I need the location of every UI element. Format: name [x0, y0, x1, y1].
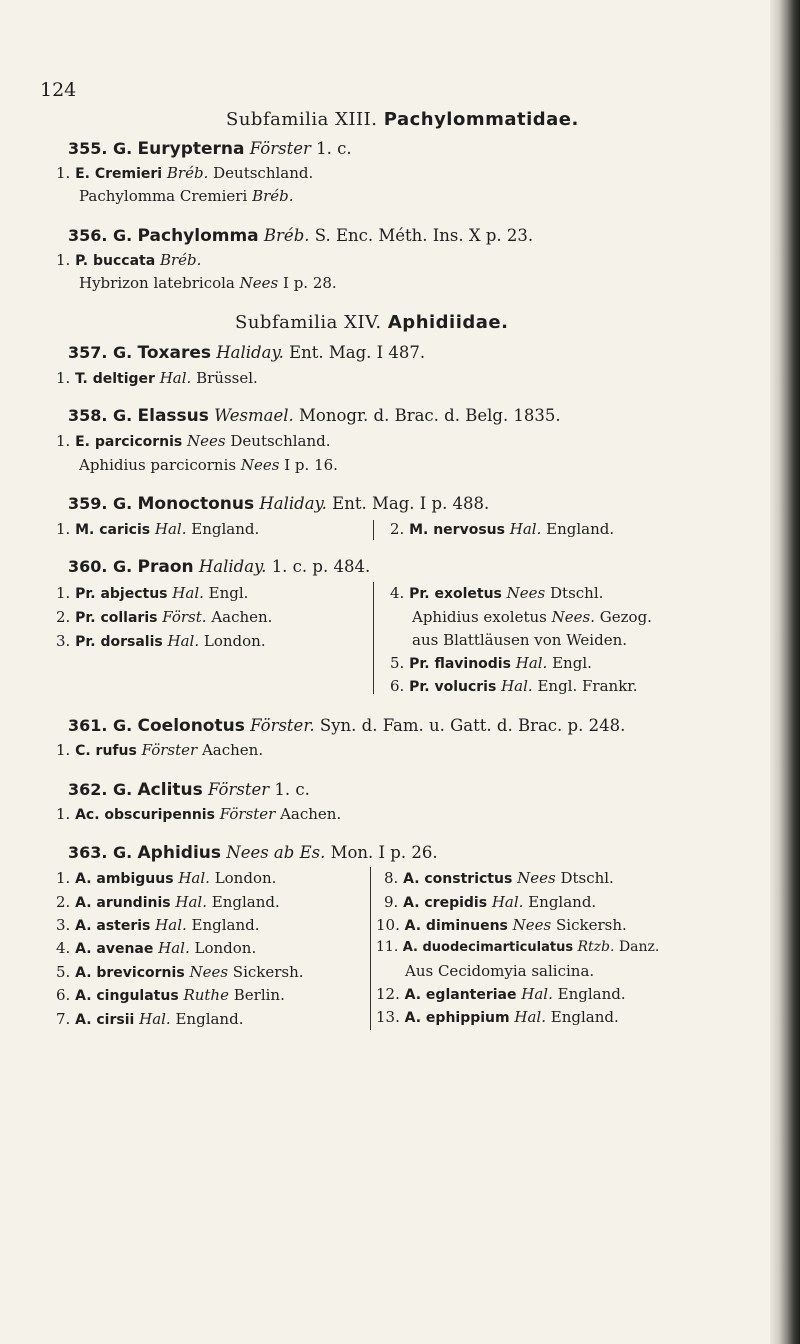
- genus-name: Toxares: [137, 343, 212, 363]
- genus-number: 360. G.: [68, 557, 133, 576]
- species-index: 1.: [56, 520, 71, 538]
- species-author: Rtzb.: [577, 939, 615, 955]
- species-index: 11.: [376, 939, 399, 955]
- species-locality: Sickersh.: [232, 963, 304, 981]
- species-entry: [56, 1010, 243, 1028]
- species-name: C. rufus: [75, 743, 137, 759]
- genus-reference: Ent. Mag. I 487.: [289, 343, 426, 362]
- synonym-author: Nees: [239, 274, 279, 292]
- genus-361: [68, 716, 625, 736]
- species-locality: Deutschland.: [213, 164, 314, 182]
- column-divider: [373, 582, 374, 694]
- species-locality: Engl.: [208, 584, 249, 602]
- species-index: 5.: [390, 654, 405, 672]
- species-name: A. ephippium: [404, 1010, 510, 1026]
- species-index: 6.: [56, 986, 71, 1004]
- genus-number: 355. G.: [68, 139, 133, 158]
- species-entry: [56, 432, 331, 450]
- column-divider: [370, 867, 371, 1030]
- species-locality: Danz.: [618, 939, 660, 955]
- genus-author: Haliday.: [259, 494, 327, 513]
- species-author: Hal.: [172, 584, 204, 602]
- species-name: A. duodecimarticulatus: [402, 940, 574, 955]
- species-locality: Brüssel.: [196, 369, 258, 387]
- genus-358: [68, 406, 561, 426]
- species-name: A. avenae: [75, 941, 154, 957]
- species-entry: [56, 893, 280, 911]
- species-name: A. arundinis: [75, 895, 171, 911]
- genus-362: [68, 780, 310, 800]
- synonym-line: [412, 631, 627, 649]
- species-index: 5.: [56, 963, 71, 981]
- species-locality: England.: [528, 893, 597, 911]
- species-name: A. brevicornis: [75, 965, 185, 981]
- species-locality: England.: [557, 985, 626, 1003]
- species-author: Hal.: [509, 520, 542, 538]
- species-locality: Aachen.: [201, 741, 264, 759]
- species-index: 1.: [56, 164, 71, 182]
- species-entry: [390, 584, 603, 602]
- species-name: A. cirsii: [75, 1012, 135, 1028]
- species-entry: [56, 916, 260, 934]
- species-locality: Aachen.: [280, 805, 342, 823]
- synonym-author: Nees.: [551, 608, 595, 626]
- species-entry: [56, 632, 266, 650]
- species-author: Först.: [162, 608, 207, 626]
- genus-number: 357. G.: [68, 343, 133, 362]
- genus-357: [68, 343, 425, 363]
- species-entry: [56, 369, 258, 387]
- species-entry: [56, 584, 248, 602]
- subfamily-heading-xiii: [226, 109, 579, 130]
- genus-number: 359. G.: [68, 494, 133, 513]
- species-name: Pr. volucris: [409, 679, 497, 695]
- species-name: T. deltiger: [75, 371, 155, 387]
- species-author: Hal.: [139, 1010, 171, 1028]
- species-index: 1.: [56, 741, 71, 759]
- synonym-line: [405, 962, 594, 980]
- species-entry: [56, 741, 263, 759]
- genus-reference: Syn. d. Fam. u. Gatt. d. Brac. p. 248.: [319, 716, 626, 735]
- genus-author: Förster.: [250, 716, 315, 735]
- synonym-reference: I p. 16.: [284, 456, 338, 474]
- genus-name: Elassus: [137, 406, 209, 426]
- species-author: Nees: [187, 432, 226, 450]
- species-index: 1.: [56, 584, 71, 602]
- species-name: A. asteris: [75, 918, 151, 934]
- genus-reference: Ent. Mag. I p. 488.: [332, 494, 490, 513]
- genus-363: [68, 843, 438, 863]
- species-locality: Engl. Frankr.: [537, 677, 638, 695]
- species-locality: London.: [194, 939, 257, 957]
- genus-name: Eurypterna: [137, 139, 245, 159]
- species-entry: [56, 963, 304, 981]
- species-index: 1.: [56, 251, 71, 269]
- genus-356: [68, 226, 533, 246]
- genus-author: Förster: [249, 139, 311, 158]
- genus-name: Aclitus: [137, 780, 203, 800]
- species-author: Hal.: [155, 916, 187, 934]
- species-locality: England.: [191, 916, 260, 934]
- synonym-note: aus Blattläusen von Weiden.: [412, 631, 628, 649]
- genus-reference: Monogr. d. Brac. d. Belg. 1835.: [299, 406, 561, 425]
- synonym-line: [79, 187, 294, 205]
- species-name: A. ambiguus: [75, 871, 174, 887]
- synonym-name: Hybrizon latebricola: [79, 274, 235, 292]
- genus-number: 358. G.: [68, 406, 133, 425]
- species-name: P. buccata: [75, 253, 156, 269]
- species-name: A. crepidis: [403, 895, 488, 911]
- genus-number: 363. G.: [68, 843, 133, 862]
- genus-reference: 1. c.: [316, 139, 352, 158]
- species-index: 2.: [390, 520, 405, 538]
- species-entry: [376, 939, 659, 955]
- genus-author: Wesmael.: [214, 406, 294, 425]
- species-index: 9.: [384, 893, 399, 911]
- species-entry: [56, 251, 201, 269]
- species-locality: England.: [211, 893, 280, 911]
- species-entry: [384, 893, 596, 911]
- synonym-name: Pachylomma Cremieri: [79, 187, 248, 205]
- species-index: 2.: [56, 893, 71, 911]
- genus-name: Monoctonus: [137, 494, 255, 514]
- species-author: Hal.: [501, 677, 533, 695]
- genus-reference: 1. c.: [274, 780, 310, 799]
- species-name: E. parcicornis: [75, 434, 183, 450]
- species-entry: [376, 916, 627, 934]
- page-edge-shadow: [770, 0, 800, 1344]
- genus-name: Pachylomma: [137, 226, 259, 246]
- species-entry: [390, 677, 638, 695]
- species-entry: [56, 520, 259, 538]
- genus-360: [68, 557, 370, 577]
- species-index: 3.: [56, 916, 71, 934]
- species-entry: [384, 869, 614, 887]
- species-author: Förster: [141, 741, 198, 759]
- species-index: 6.: [390, 677, 405, 695]
- species-name: A. cingulatus: [75, 988, 179, 1004]
- species-name: Pr. abjectus: [75, 586, 168, 602]
- species-locality: Sickersh.: [556, 916, 627, 934]
- synonym-line: [412, 608, 652, 626]
- species-entry: [56, 869, 276, 887]
- species-locality: Engl.: [552, 654, 592, 672]
- species-author: Förster: [219, 805, 276, 823]
- species-locality: Deutschland.: [230, 432, 331, 450]
- species-index: 8.: [384, 869, 399, 887]
- species-entry: [56, 805, 341, 823]
- species-locality: Aachen.: [211, 608, 273, 626]
- species-locality: Berlin.: [233, 986, 285, 1004]
- species-name: A. diminuens: [404, 918, 508, 934]
- species-author: Nees: [189, 963, 229, 981]
- genus-author: Haliday.: [216, 343, 284, 362]
- species-name: A. constrictus: [403, 871, 513, 887]
- species-locality: England.: [550, 1008, 619, 1026]
- species-locality: Dtschl.: [560, 869, 614, 887]
- species-name: Pr. exoletus: [409, 586, 502, 602]
- synonym-note: Aus Cecidomyia salicina.: [405, 962, 595, 980]
- subfamily-prefix: Subfamilia XIII.: [226, 109, 378, 130]
- species-entry: [390, 654, 592, 672]
- species-locality: England.: [191, 520, 260, 538]
- species-author: Nees: [506, 584, 546, 602]
- genus-reference: S. Enc. Méth. Ins. X p. 23.: [314, 226, 534, 245]
- genus-name: Aphidius: [137, 843, 221, 863]
- species-author: Hal.: [514, 1008, 546, 1026]
- species-locality: London.: [203, 632, 266, 650]
- species-index: 1.: [56, 805, 71, 823]
- species-author: Nees: [517, 869, 556, 887]
- genus-359: [68, 494, 489, 514]
- genus-number: 362. G.: [68, 780, 133, 799]
- species-author: Hal.: [178, 869, 210, 887]
- species-index: 13.: [376, 1008, 400, 1026]
- species-index: 4.: [56, 939, 71, 957]
- species-locality: England.: [175, 1010, 244, 1028]
- species-author: Bréb.: [166, 164, 209, 182]
- subfamily-name: Pachylommatidae.: [383, 109, 579, 130]
- synonym-line: [79, 456, 338, 474]
- species-name: Pr. dorsalis: [75, 634, 163, 650]
- genus-number: 356. G.: [68, 226, 133, 245]
- species-index: 1.: [56, 432, 71, 450]
- synonym-line: [79, 274, 337, 292]
- species-author: Hal.: [159, 369, 192, 387]
- species-entry: [376, 1008, 619, 1026]
- species-name: M. nervosus: [409, 522, 505, 538]
- species-author: Nees: [512, 916, 552, 934]
- genus-author: Haliday.: [198, 557, 267, 576]
- species-name: Pr. flavinodis: [409, 656, 511, 672]
- genus-name: Praon: [137, 557, 194, 577]
- species-index: 3.: [56, 632, 71, 650]
- genus-name: Coelonotus: [137, 716, 245, 736]
- species-author: Hal.: [154, 520, 187, 538]
- species-entry: [56, 164, 313, 182]
- genus-number: 361. G.: [68, 716, 133, 735]
- species-author: Hal.: [515, 654, 548, 672]
- species-author: Hal.: [175, 893, 207, 911]
- species-entry: [390, 520, 614, 538]
- subfamily-name: Aphidiidae.: [387, 312, 509, 333]
- subfamily-prefix: Subfamilia XIV.: [235, 312, 382, 333]
- species-name: Pr. collaris: [75, 610, 158, 626]
- species-index: 10.: [376, 916, 400, 934]
- species-index: 4.: [390, 584, 405, 602]
- species-locality: Dtschl.: [550, 584, 604, 602]
- species-index: 1.: [56, 869, 71, 887]
- synonym-name: Aphidius parcicornis: [79, 456, 237, 474]
- page-number: 124: [40, 79, 77, 101]
- species-index: 12.: [376, 985, 400, 1003]
- subfamily-heading-xiv: [235, 312, 508, 333]
- synonym-author: Nees: [240, 456, 280, 474]
- species-author: Hal.: [167, 632, 200, 650]
- synonym-note: Gezog.: [599, 608, 652, 626]
- genus-author: Nees ab Es.: [226, 843, 326, 862]
- species-index: 7.: [56, 1010, 71, 1028]
- species-entry: [56, 939, 256, 957]
- species-name: A. eglanteriae: [404, 987, 517, 1003]
- species-locality: London.: [214, 869, 277, 887]
- synonym-name: Aphidius exoletus: [412, 608, 547, 626]
- species-name: Ac. obscuripennis: [75, 807, 215, 823]
- species-locality: England.: [546, 520, 615, 538]
- species-entry: [56, 608, 272, 626]
- species-author: Hal.: [491, 893, 524, 911]
- synonym-reference: I p. 28.: [283, 274, 337, 292]
- genus-355: [68, 139, 352, 159]
- species-entry: [56, 986, 285, 1004]
- genus-reference: 1. c. p. 484.: [271, 557, 371, 576]
- species-author: Ruthe: [183, 986, 229, 1004]
- genus-author: Förster: [208, 780, 270, 799]
- species-author: Hal.: [521, 985, 553, 1003]
- species-name: E. Cremieri: [75, 166, 163, 182]
- species-index: 2.: [56, 608, 71, 626]
- species-index: 1.: [56, 369, 71, 387]
- species-author: Bréb.: [159, 251, 202, 269]
- synonym-author: Bréb.: [252, 187, 294, 205]
- species-author: Hal.: [158, 939, 190, 957]
- genus-author: Bréb.: [263, 226, 310, 245]
- species-entry: [376, 985, 626, 1003]
- genus-reference: Mon. I p. 26.: [330, 843, 438, 862]
- column-divider: [373, 520, 374, 540]
- species-name: M. caricis: [75, 522, 151, 538]
